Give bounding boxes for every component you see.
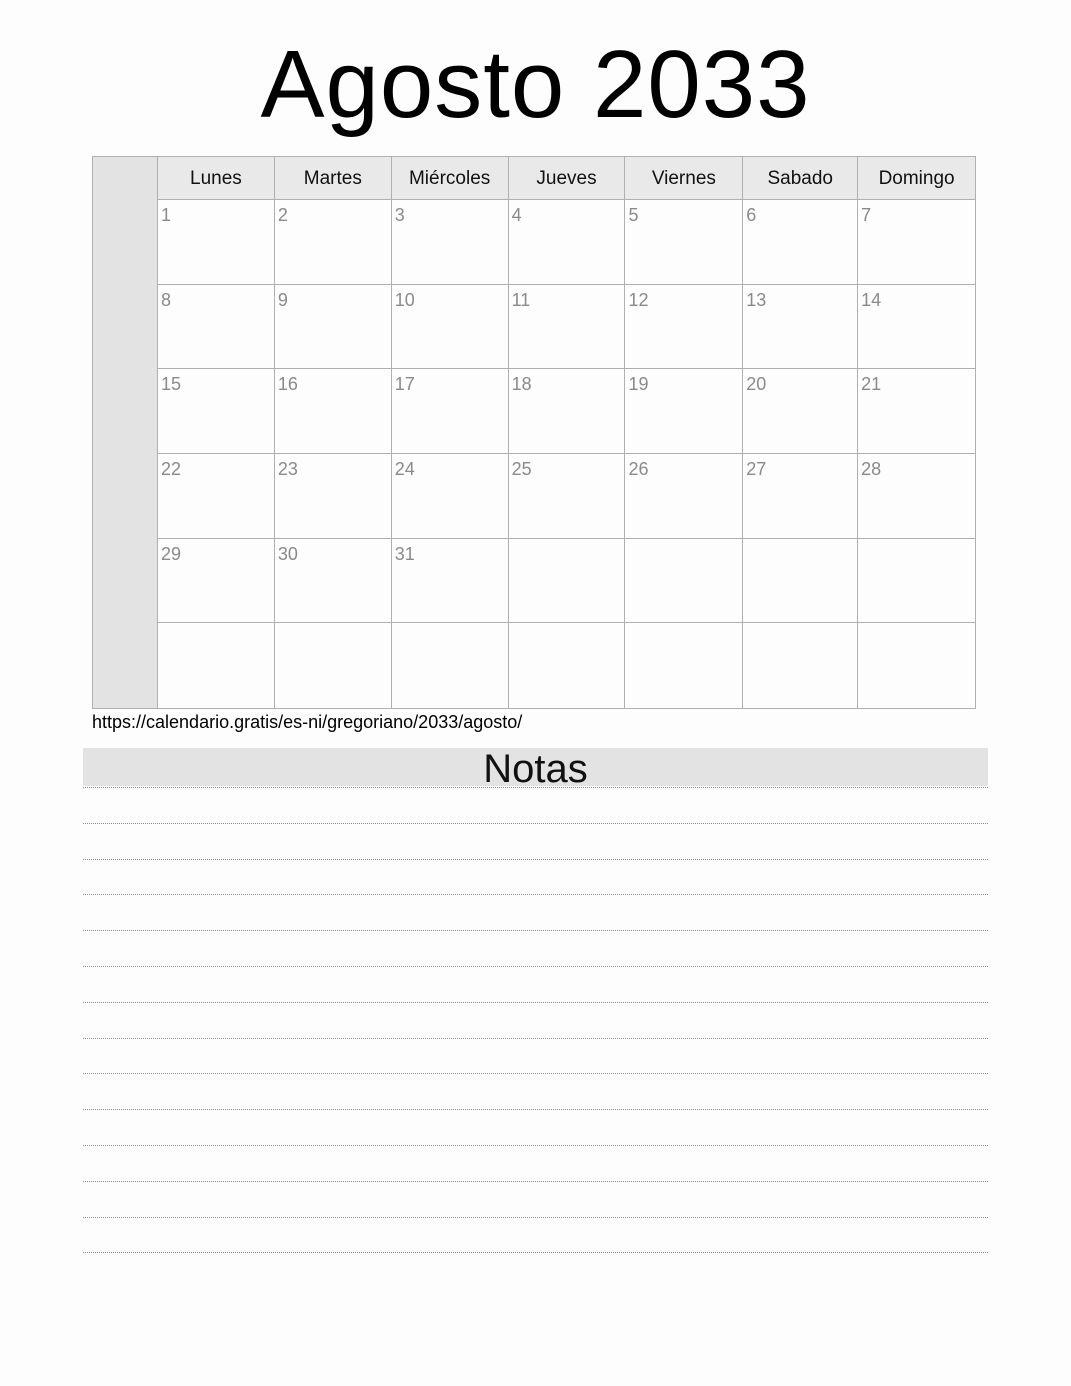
note-line xyxy=(83,966,988,967)
day-cell: 19 xyxy=(625,369,743,453)
day-cell: 5 xyxy=(625,200,743,284)
day-cell: 10 xyxy=(392,285,509,369)
note-line xyxy=(83,894,988,895)
day-cell: 29 xyxy=(158,539,275,623)
day-cell: 23 xyxy=(275,454,392,538)
day-cell: 12 xyxy=(625,285,743,369)
weekday-label: Miércoles xyxy=(392,157,509,199)
day-cell: 30 xyxy=(275,539,392,623)
note-line xyxy=(83,1038,988,1039)
day-cell: 8 xyxy=(158,285,275,369)
day-cell xyxy=(743,539,858,623)
week-row xyxy=(158,200,975,285)
week-row xyxy=(158,623,975,708)
day-cell xyxy=(625,623,743,708)
weekday-label: Jueves xyxy=(509,157,626,199)
day-cell: 14 xyxy=(861,289,882,310)
day-cell: 25 xyxy=(509,454,626,538)
week-row xyxy=(158,285,975,370)
day-cell: 3 xyxy=(392,200,509,284)
day-cell xyxy=(743,623,858,708)
note-line xyxy=(83,1002,988,1003)
day-cell xyxy=(509,539,626,623)
week-row xyxy=(158,369,975,454)
weekday-label: Lunes xyxy=(158,157,275,199)
day-cell: 24 xyxy=(392,454,509,538)
day-cell: 20 xyxy=(743,369,858,453)
day-cell xyxy=(509,623,626,708)
day-cell: 22 xyxy=(158,454,275,538)
day-cell: 21 xyxy=(861,374,882,395)
day-grid xyxy=(158,200,975,708)
note-line xyxy=(83,1145,988,1146)
day-cell: 11 xyxy=(509,285,626,369)
week-row xyxy=(158,454,975,539)
note-line xyxy=(83,930,988,931)
day-cell xyxy=(392,623,509,708)
notes-title: Notas xyxy=(83,748,988,786)
day-cell: 9 xyxy=(275,285,392,369)
day-cell: 6 xyxy=(743,200,858,284)
day-cell: 17 xyxy=(392,369,509,453)
week-sidebar xyxy=(93,157,158,708)
day-cell xyxy=(858,623,975,708)
note-line xyxy=(83,823,988,824)
day-cell: 7 xyxy=(861,205,872,225)
day-cell: 4 xyxy=(509,200,626,284)
day-cell: 28 xyxy=(861,459,882,480)
day-cell: 18 xyxy=(509,369,626,453)
day-cell: 26 xyxy=(625,454,743,538)
day-cell: 15 xyxy=(158,369,275,453)
calendar-grid xyxy=(92,156,976,709)
note-line xyxy=(83,1073,988,1074)
note-line xyxy=(83,1217,988,1218)
weekday-header xyxy=(158,157,975,200)
day-cell xyxy=(625,539,743,623)
note-line xyxy=(83,1181,988,1182)
weekday-label: Domingo xyxy=(878,168,955,189)
day-cell: 1 xyxy=(158,200,275,284)
week-row xyxy=(158,539,975,624)
weekday-label: Sabado xyxy=(743,157,858,199)
note-line xyxy=(83,1252,988,1253)
note-line xyxy=(83,1109,988,1110)
day-cell: 31 xyxy=(392,539,509,623)
day-cell xyxy=(275,623,392,708)
day-cell: 13 xyxy=(743,285,858,369)
page-title: Agosto 2033 xyxy=(260,31,811,138)
day-cell xyxy=(858,539,975,623)
day-cell: 2 xyxy=(275,200,392,284)
source-url[interactable]: https://calendario.gratis/es-ni/gregoriano/2033/agosto/ xyxy=(92,712,523,732)
day-cell xyxy=(158,623,275,708)
day-cell: 16 xyxy=(275,369,392,453)
day-cell: 27 xyxy=(743,454,858,538)
note-line xyxy=(83,859,988,860)
weekday-label: Viernes xyxy=(625,157,743,199)
note-line xyxy=(83,787,988,788)
weekday-label: Martes xyxy=(275,157,392,199)
